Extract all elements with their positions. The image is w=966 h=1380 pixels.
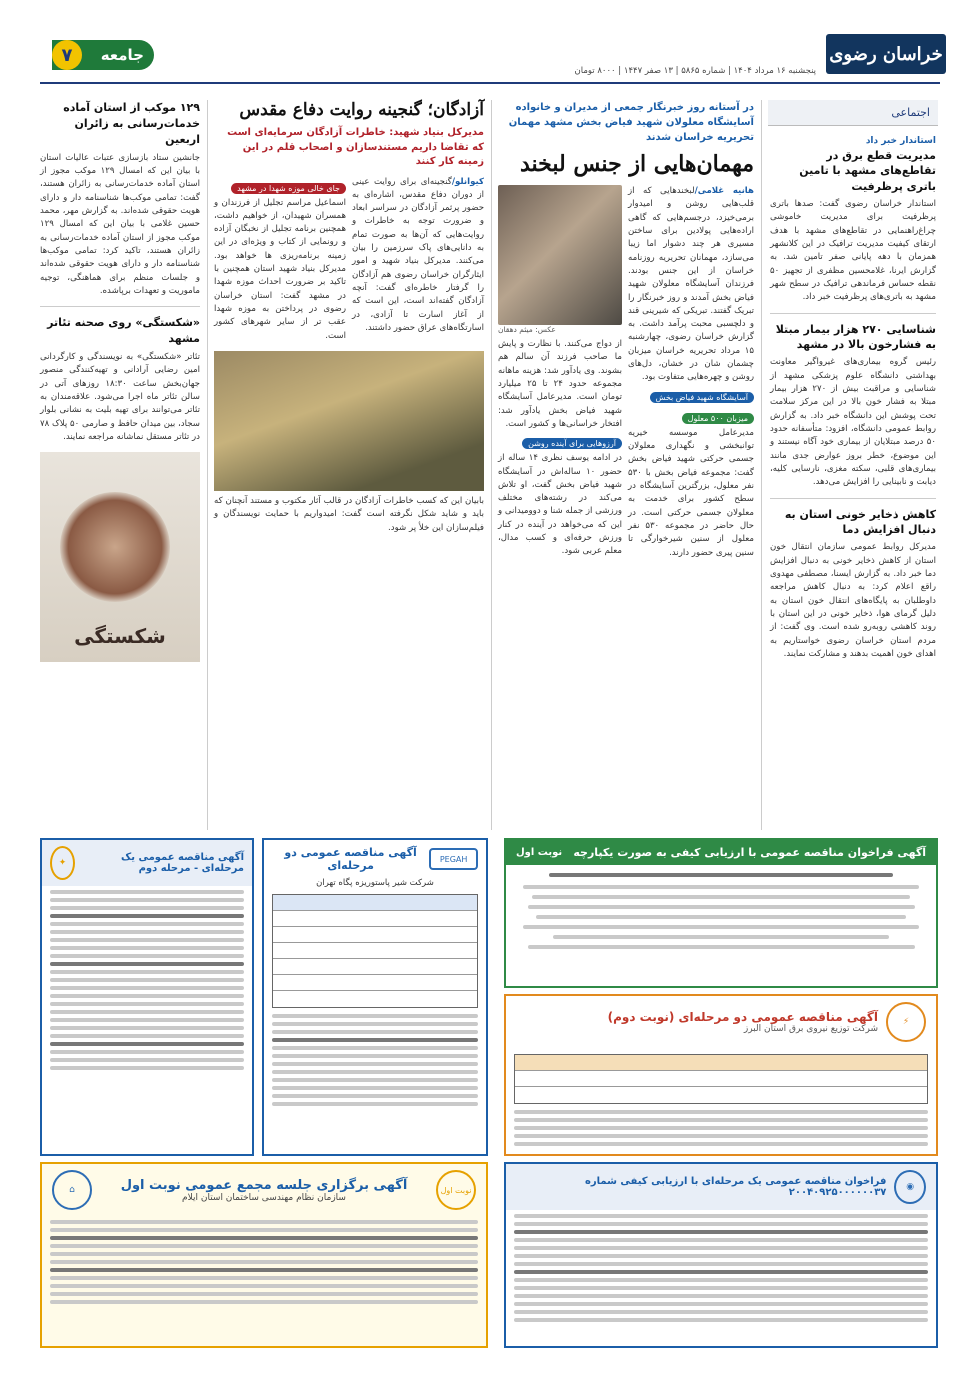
azadegan-photo bbox=[214, 351, 484, 491]
azadegan-caption: بابیان این که کسب خاطرات آزادگان در قالب آثار مکتوب و مستند آنچنان که باید و شاید شکل نگرفته است گفت: امیدواریم با حمایت نویسندگان و فیلم‌سازان این خلأ پر شود. bbox=[214, 495, 484, 533]
item2-title: شناسایی ۲۷۰ هزار بیمار مبتلا به فشارخون بالا در مشهد bbox=[775, 322, 936, 352]
masthead-logo: خراسان رضوی bbox=[826, 34, 946, 74]
ad-tender-electric bbox=[504, 994, 938, 1156]
ad-tender-water bbox=[504, 1162, 938, 1348]
ad2-org: شرکت شیر پاستوریزه پگاه تهران bbox=[316, 878, 434, 888]
feature-story bbox=[498, 100, 754, 830]
section-tab bbox=[52, 40, 154, 70]
theater-poster bbox=[40, 452, 200, 662]
left-item1-title: ۱۲۹ موکب از استان آماده خدمات‌رسانی به زائران اربعین bbox=[63, 101, 200, 146]
feature-body-c: از دواج می‌کنند. با نظارت و پایش ما صاحب فرزند آن سالم هم بشوند. وی یادآور شد: هزینه ماهانه مجموعه حدود ۲۴ تا ۲۵ میلیارد تومان است. مدیرعامل آسایشگاه شهید فیاض بخش یادآور شد: افتخار خراسانی‌ها و کشور است. bbox=[498, 339, 622, 429]
feature-body-a: لبخندهایی که از قلب‌هایی روشن و امیدوار برمی‌خیزد، درجسم‌هایی که گاهی اراده‌هایی پولادین برای ساختن مسیری هر چند دشوار اما زیبا می‌سازد، مهمانان تحریریه روزنامه خراسان از این جنس بودند. فرزندان آسایشگاه معلولان شهید فیاض بخش آمدند و روز خبرنگار را تبریک گفتند. تبریکی که شیرینی قند و دلچسبی محبت پرآمد داشت. به گزارش خراسان رضوی، چهارشنبه ۱۵ مرداد تحریریه خراسان میزبان چشمان شان در خشان، دل‌های روشن و چهره‌هایی متفاوت بود. bbox=[628, 186, 754, 383]
ad-tender-dairy bbox=[262, 838, 488, 1156]
feature-kicker: در آستانه روز خبرنگار جمعی از مدیران و خانواده آسایشگاه معلولان شهید فیاض بخش مشهد مهمان تحریریه خراسان شدند bbox=[508, 102, 754, 143]
ad5-org: شرکت توزیع نیروی برق استان البرز bbox=[743, 1024, 878, 1034]
column-divider bbox=[207, 100, 208, 830]
water-logo-icon: ◉ bbox=[894, 1170, 926, 1204]
ad4-tag: نوبت اول bbox=[516, 847, 563, 858]
page-number: ۷ bbox=[52, 40, 82, 70]
ad-assembly bbox=[40, 1162, 488, 1348]
ad-tender-one-stage bbox=[40, 838, 254, 1156]
azadegan-byline: کیوانلو/ bbox=[451, 176, 484, 187]
item3-body: مدیرکل روابط عمومی سازمان انتقال خون استان از کاهش ذخایر خونی به دنبال افزایش دما خبر داد. به گزارش ایسنا، مصطفی مهدوی راقع اعلام کرد: به دنبال کاهش مراجعه داوطلبان به پایگاه‌های انتقال خون استان به دلیل گرمای هوا، ذخایر خونی در این استان با روند کاهشی روبه‌رو شده است. وی گفت: از مردم استان خراسان رضوی خواستاریم به اهدای خون اهمیت بدهند و مشارکت نمایند. bbox=[770, 542, 936, 659]
engineering-logo-icon: ⌂ bbox=[52, 1170, 92, 1210]
azadegan-body-a: گنجینه‌ای برای روایت عینی از دوران دفاع مقدس، اشاره‌ای به حضور پرثمر آزادگان در سراسر ابعاد و ضرورت توجه به خاطرات و روایت‌هایی که آن‌ها به صورت تمام به دانایی‌های پاک سرزمین را بیان می‌کنند. مدیرکل بنیاد شهید و امور ایثارگران خراسان رضوی هم آزادگان را گرفتار خاطره‌ای گفت: آنچه آزادگان گفته‌اند است، این است که از آغاز اسارت تا آزادی، در اسارتگاه‌های عراق حضور داشتند. bbox=[352, 176, 484, 333]
ad5-table bbox=[514, 1054, 928, 1104]
column-divider bbox=[761, 100, 762, 830]
electric-logo-icon: ⚡ bbox=[886, 1002, 926, 1042]
ad2-table bbox=[272, 894, 478, 1008]
column-social bbox=[768, 100, 938, 835]
subhead-pill-2: میزبان ۵۰۰ معلول bbox=[682, 413, 754, 424]
feature-title: مهمان‌هایی از جنس لبخند bbox=[520, 151, 754, 177]
azadegan-title: آزادگان؛ گنجینه روایت دفاع مقدس bbox=[239, 100, 484, 120]
subhead-pill-3: آرزوهایی برای آینده روشن bbox=[522, 438, 622, 449]
column-divider bbox=[491, 100, 492, 830]
left-item1-body: جانشین ستاد بازسازی عتبات عالیات استان با بیان این که امسال ۱۲۹ موکب مجوز از استان آماده خدمات‌رسانی به زائران هستند، گفت: تمامی موکب‌ها شناسنامه دار و دارای هویت حقوقی شده‌اند. به گزارش مهر، محمد حسین غلامی با بیان این که امسال ۱۲۹ موکب مجوز از استان آماده خدمات‌رسانی به زائران هستند، تاکید کرد: تمامی موکب‌ها شناسنامه دار و دارای هویت حقوقی شده‌اند و جلسات منظم برای هماهنگی، توجیه ماموریت و تعهدات برپاشده. bbox=[40, 152, 201, 296]
org-logo-icon: ✦ bbox=[50, 846, 75, 880]
photo-credit: عکس: میثم دهقان bbox=[498, 325, 556, 334]
ad2-title: آگهی مناقصه عمومی دو مرحله‌ای bbox=[284, 846, 417, 872]
item3-title: کاهش ذخایر خونی استان به دنبال افزایش دما bbox=[784, 507, 936, 536]
azadegan-body-b: اسماعیل مراسم تجلیل از فرزندان و همسران شهیدان، از خواهیم داشت، همچنین برنامه تجلیل از نخبگان آزاده و رونمایی از کتاب و ویژه‌ای در این زمینه برنامه‌ریزی ها خواهد بود. مدیرکل بنیاد شهید استان همچنین با تاکید بر ضرورت احداث موزه شهدا در مشهد گفت: استان خراسان رضوی در پرداختن به موزه شهدا عقب تر از سایر شهرهای کشور است. bbox=[214, 197, 346, 341]
page-header bbox=[0, 0, 966, 92]
section-heading: اجتماعی bbox=[768, 100, 938, 126]
feature-body-b: مدیرعامل موسسه خیریه توانبخشی و نگهداری معلولان جسمی حرکتی شهید فیاض بخش گفت: مجموعه فیاض بخش با ۵۳۰ نفر معلول، بزرگترین آسایشگاه در سطح کشور برای خدمت به معلولان جسمی حرکتی است. در حال حاضر در مجموعه ۵۳۰ نفر معلول از سنین شیرخوارگی تا سنین پیری حضور دارند. bbox=[628, 427, 754, 558]
section-label: جامعه bbox=[100, 46, 144, 64]
azadegan-deck: مدیرکل بنیاد شهید: خاطرات آزادگان سرمایه‌ای است که تقاضا داریم مستندسازان و اصحاب قلم در این زمینه کار کنند bbox=[227, 127, 484, 167]
ad3-title: آگهی مناقصه عمومی یک مرحله‌ای - مرحله دوم bbox=[120, 852, 244, 874]
feature-body-d: در ادامه یوسف نظری ۱۴ ساله از حضور ۱۰ ساله‌اش در آسایشگاه شهید فیاض بخش گفت، او تلاش می‌کند در رشته‌های مختلف ورزشی از جمله شنا و دوومیدانی و این که می‌خواهد در آینده در کنار ورزش حرفه‌ای و کسب مدال، معلم عربی شود. bbox=[498, 453, 622, 557]
item1-body: استاندار خراسان رضوی گفت: صدها باتری پرظرفیت برای مدیریت خاموشی چراغ‌راهنمایی در تقاطع‌های مشهد با هدف ارتقای کیفیت مدیریت ترافیک در این کلانشهر همزمان با دهه پایانی صفر تامین شد. به گزارش ایرنا، غلامحسین مظفری از تجهیز ۵۰ نقطه حساس فرماندهی ترافیک در سطح شهر مشهد به باتری‌های پرظرفیت خبر داد. bbox=[770, 199, 936, 303]
poster-title: شکستگی bbox=[74, 624, 166, 649]
ad6-title: آگهی برگزاری جلسه مجمع عمومی نوبت اول bbox=[120, 1177, 408, 1193]
subhead-pill: آسایشگاه شهید فیاض بخش bbox=[650, 392, 754, 403]
column-left bbox=[40, 100, 200, 830]
ad6-tag: نوبت اول bbox=[436, 1170, 476, 1210]
dateline: پنجشنبه ۱۶ مرداد ۱۴۰۴ | شماره ۵۸۶۵ | ۱۳ صفر ۱۴۴۷ | ۸۰۰۰ تومان bbox=[574, 66, 816, 76]
ad5-title: آگهی مناقصه عمومی دو مرحله‌ای (نوبت دوم) bbox=[607, 1010, 878, 1024]
azadegan-story bbox=[214, 100, 484, 830]
left-item2-body: تئاتر «شکستگی» به نویسندگی و کارگردانی امین رضایی آرادانی و تهیه‌کنندگی منصور جهان‌بخش ساعت ۱۸:۳۰ روزهای آتی در سالن تئاتر ماه اجرا می‌شود. علاقه‌مندان به تئاتر می‌توانند برای تهیه بلیت به نشانی بلوار سجاد، بین میدان حافظ و صارمی ۵۰ پلاک ۷۸ در تئاتر مستقل نماشانه مراجعه نمایند. bbox=[40, 352, 200, 442]
header-rule bbox=[40, 82, 940, 84]
ad6-sub: سازمان نظام مهندسی ساختمان استان ایلام bbox=[182, 1192, 346, 1203]
azadegan-subhead: جای خالی موزه شهدا در مشهد bbox=[231, 183, 346, 194]
item1-kicker: استاندار خبر داد bbox=[865, 136, 936, 146]
ad7-title: فراخوان مناقصه عمومی یک مرحله‌ای با ارزیابی کیفی شماره ۲۰۰۴۰۹۲۵۰۰۰۰۰۰۳۷ bbox=[584, 1176, 887, 1198]
item1-title: مدیریت قطع برق در تقاطع‌های مشهد با تامین باتری پرظرفیت bbox=[799, 149, 936, 193]
feature-byline: هانیه غلامی/ bbox=[694, 186, 754, 196]
ad-tender-integrated bbox=[504, 838, 938, 988]
item2-body: رئیس گروه بیماری‌های غیرواگیر معاونت بهداشتی دانشگاه علوم پزشکی مشهد از شناسایی و مراقبت بیش از ۲۷۰ هزار بیمار مبتلا به فشار خون بالا در این مرکز سلامت تحت پوشش این دانشگاه خبر داد. به گزارش روابط عمومی دانشگاه، افزود: متأسفانه حدود ۵۰ درصد مبتلایان از بیماری خود آگاه نیستند و این موضوع، خطر بروز عوارض جدی مانند بیماری‌های قلبی، سکته مغزی، نارسایی کلیه، دیابت و نابینایی را افزایش می‌دهد. bbox=[770, 357, 936, 488]
pegah-logo-icon: PEGAH bbox=[429, 848, 478, 870]
feature-photo bbox=[498, 185, 622, 325]
left-item2-title: «شکستگی» روی صحنه تئاتر مشهد bbox=[47, 316, 200, 346]
ad4-title: آگهی فراخوان مناقصه عمومی با ارزیابی کیفی به صورت یکپارچه bbox=[573, 846, 926, 859]
